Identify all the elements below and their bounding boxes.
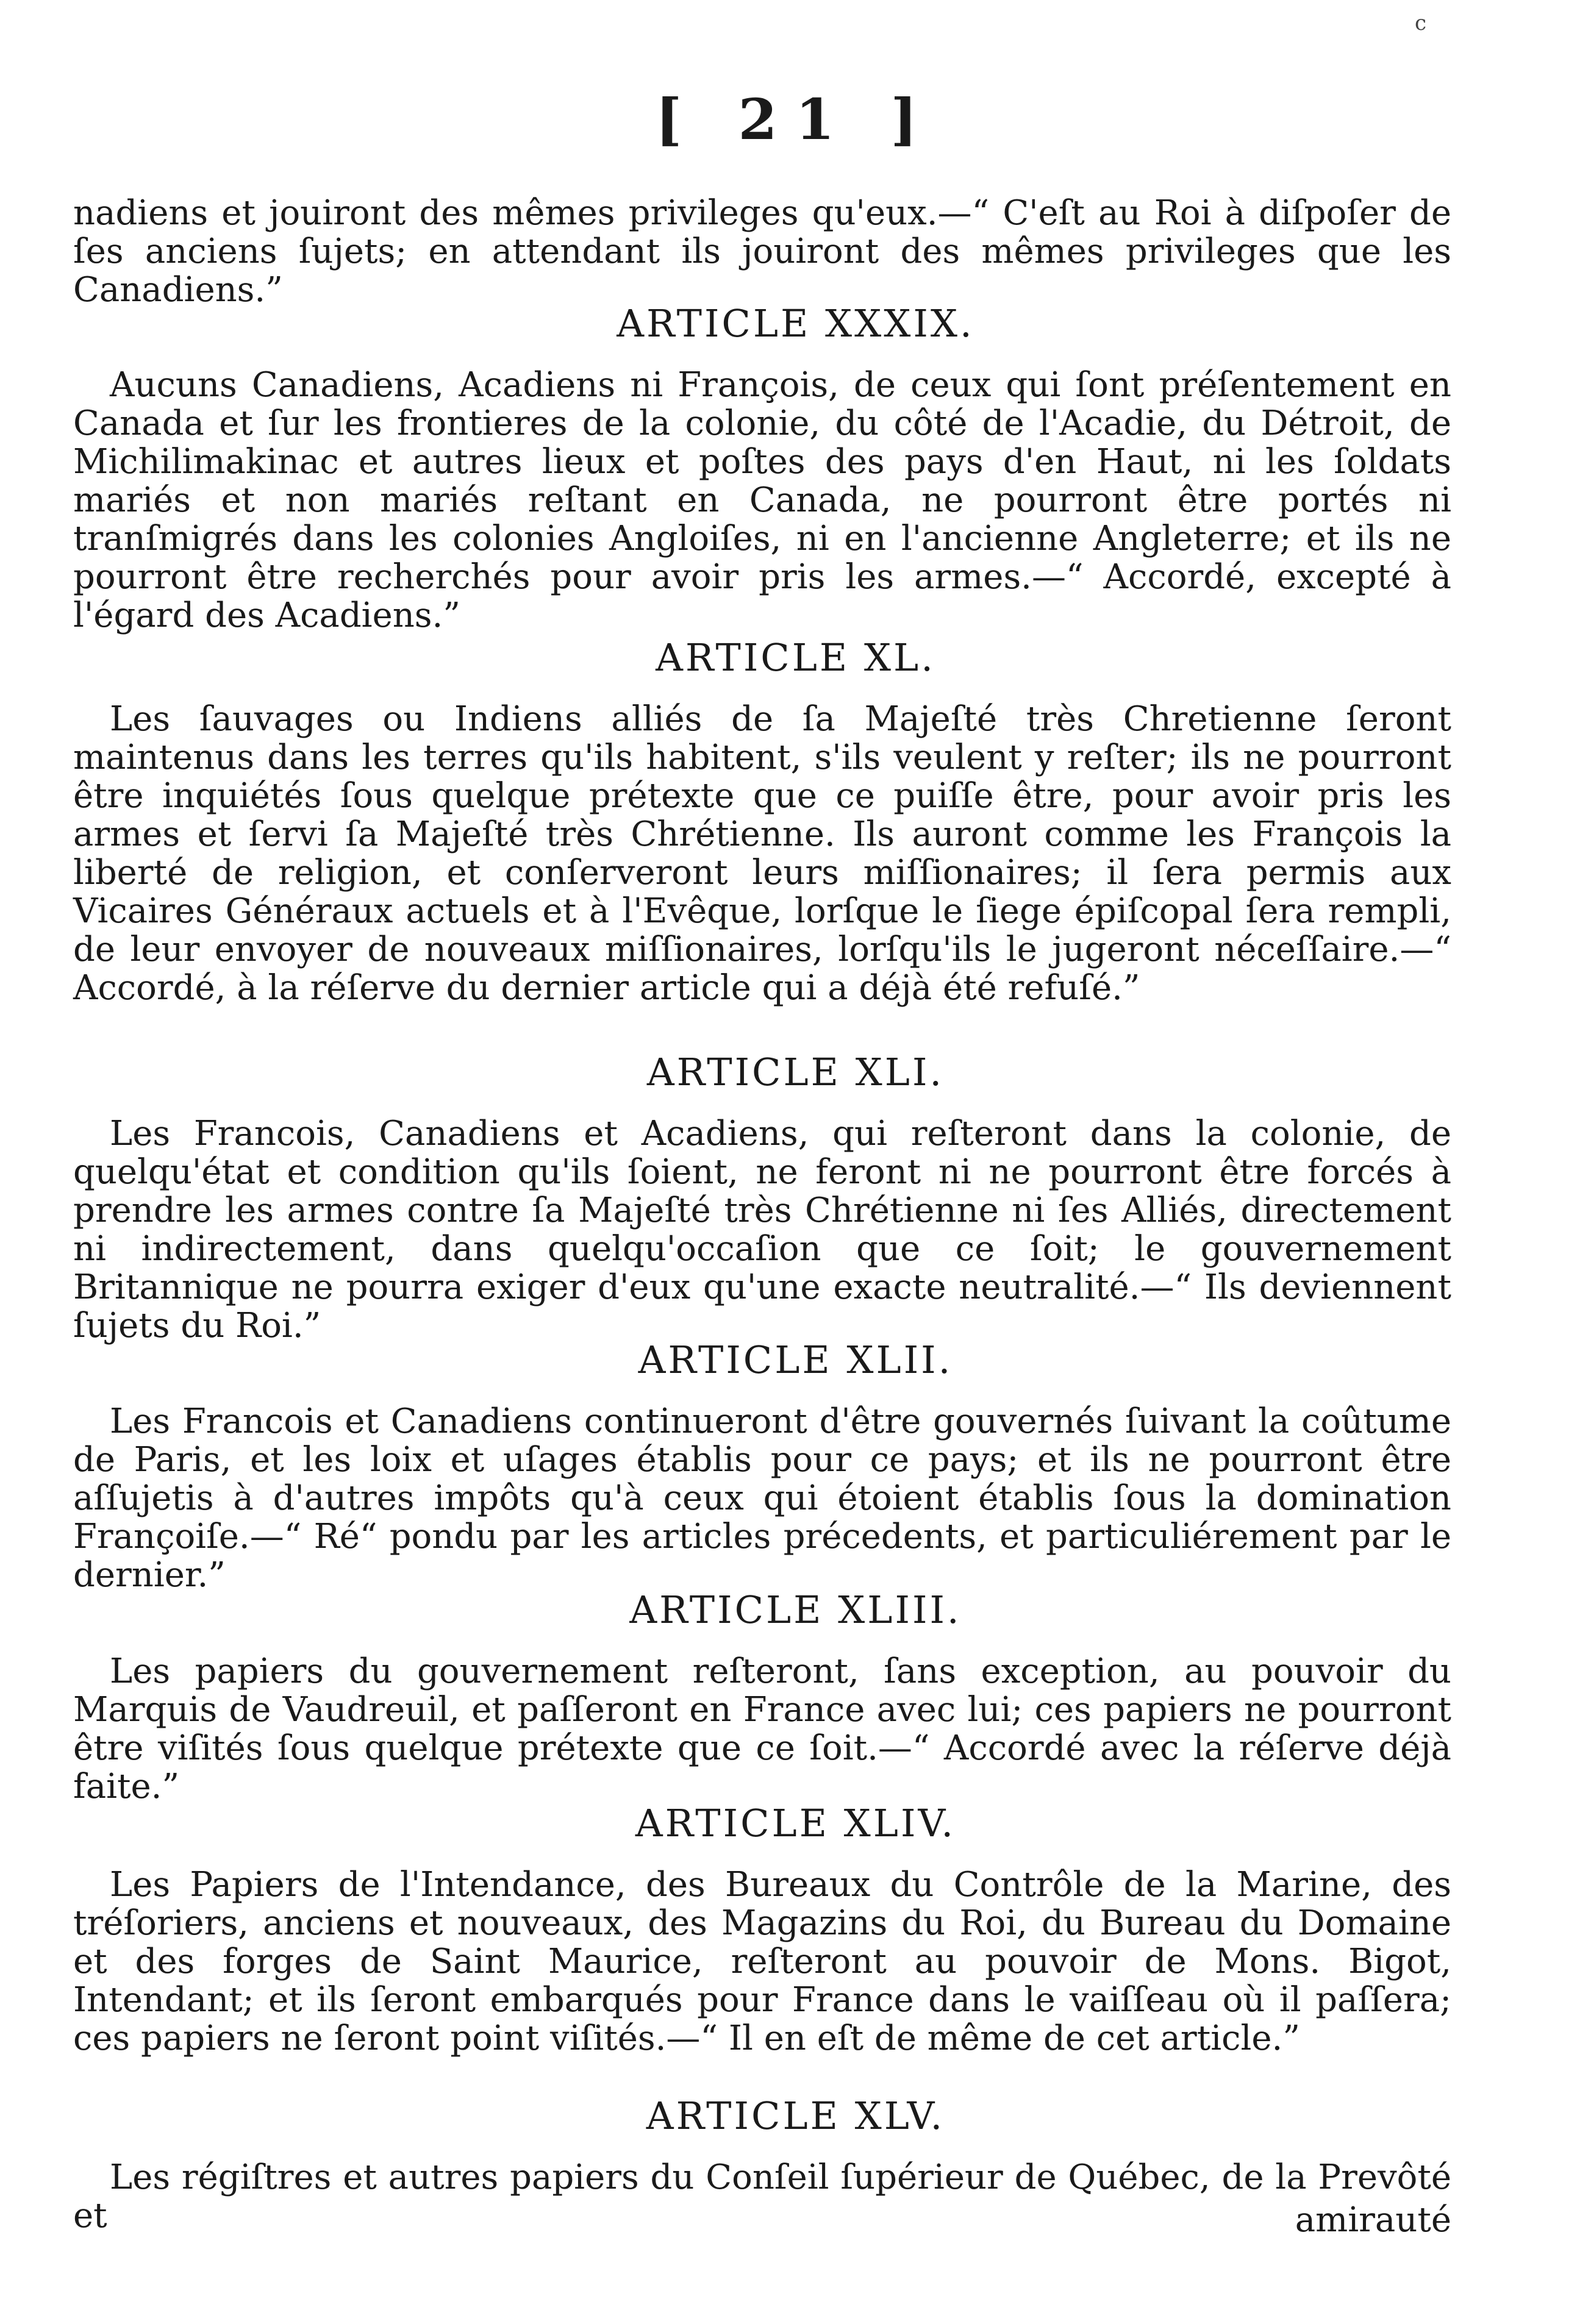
article-text: Les papiers du gouvernement reſteront, ſans exception, au pouvoir du Marquis de Vaudreuil, et paſſeront en France avec lui; ces papiers ne pourront être viſités ſous quelque prétexte que ce ſoit.—“ Accordé avec la réſerve déjà faite.” (73, 1652, 1451, 1806)
article-heading: ARTICLE XLIII. (629, 1588, 962, 1632)
page-number: [ 21 ] (655, 87, 936, 152)
article-paragraph (73, 1866, 1451, 2058)
article-heading: ARTICLE XL. (656, 635, 935, 680)
article-heading: ARTICLE XLV. (646, 2094, 945, 2138)
article-heading: ARTICLE XLI. (646, 1050, 945, 1094)
article-paragraph (73, 1402, 1451, 1594)
article-text: Les régiſtres et autres papiers du Conſeil ſupérieur de Québec, de la Prevôté et (73, 2158, 1451, 2236)
article-paragraph (73, 366, 1451, 635)
article-text: Les Papiers de l'Intendance, des Bureaux du Contrôle de la Marine, des tréſoriers, anciens et nouveaux, des Magazins du Roi, du Bureau du Domaine et des forges de Saint Maurice, reſteront au pouvoir de Mons. Bigot, Intendant; et ils ſeront embarqués pour France dans le vaiſſeau où il paſſera; ces papiers ne ſeront point viſités.—“ Il en eſt de même de cet article.” (73, 1865, 1451, 2058)
article-heading: ARTICLE XXXIX. (617, 301, 974, 346)
article-text: Les Francois et Canadiens continueront d'être gouvernés ſuivant la coûtume de Paris, et les loix et uſages établis pour ce pays; et ils ne pourront être aſſujetis à d'autres impôts qu'à ceux qui étoient établis ſous la domination Françoiſe.—“ Ré“ pondu par les articles précedents, et particuliérement par le dernier.” (73, 1402, 1451, 1595)
article-heading: ARTICLE XLII. (638, 1338, 953, 1382)
article-paragraph (73, 1652, 1451, 1806)
continuation-paragraph (73, 194, 1451, 309)
article-text: nadiens et jouiront des mêmes privileges qu'eux.—“ C'eſt au Roi à diſpoſer de ſes anciens ſujets; en attendant ils jouiront des mêmes privileges que les Canadiens.” (73, 193, 1451, 310)
corner-mark: c (1415, 11, 1427, 35)
article-heading: ARTICLE XLIV. (635, 1801, 956, 1845)
catchword: amirauté (1295, 2200, 1451, 2240)
article-paragraph (73, 1114, 1451, 1345)
article-text: Les ſauvages ou Indiens alliés de ſa Majeſté très Chretienne ſeront maintenus dans les terres qu'ils habitent, s'ils veulent y reſter; ils ne pourront être inquiétés ſous quelque prétexte que ce puiſſe être, pour avoir pris les armes et ſervi ſa Majeſté très Chrétienne. Ils auront comme les François la liberté de religion, et conſerveront leurs miſſionaires; il ſera permis aux Vicaires Généraux actuels et à l'Evêque, lorſque le ſiege épiſcopal ſera rempli, de leur envoyer de nouveaux miſſionaires, lorſqu'ils le jugeront néceſſaire.—“ Accordé, à la réſerve du dernier article qui a déjà été refuſé.” (73, 699, 1451, 1008)
article-text: Les Francois, Canadiens et Acadiens, qui reſteront dans la colonie, de quelqu'état et condition qu'ils ſoient, ne feront ni ne pourront être forcés à prendre les armes contre ſa Majeſté très Chrétienne ni ſes Alliés, directement ni indirectement, dans quelqu'occaſion que ce ſoit; le gouvernement Britannique ne pourra exiger d'eux qu'une exacte neutralité.—“ Ils deviennent ſujets du Roi.” (73, 1114, 1451, 1346)
article-text: Aucuns Canadiens, Acadiens ni François, de ceux qui ſont préſentement en Canada et ſur les frontieres de la colonie, du côté de l'Acadie, du Détroit, de Michilimakinac et autres lieux et poſtes des pays d'en Haut, ni les ſoldats mariés et non mariés reſtant en Canada, ne pourront être portés ni tranſmigrés dans les colonies Angloiſes, ni en l'ancienne Angleterre; et ils ne pourront être recherchés pour avoir pris les armes.—“ Accordé, excepté à l'égard des Acadiens.” (73, 365, 1451, 635)
article-paragraph (73, 700, 1451, 1007)
